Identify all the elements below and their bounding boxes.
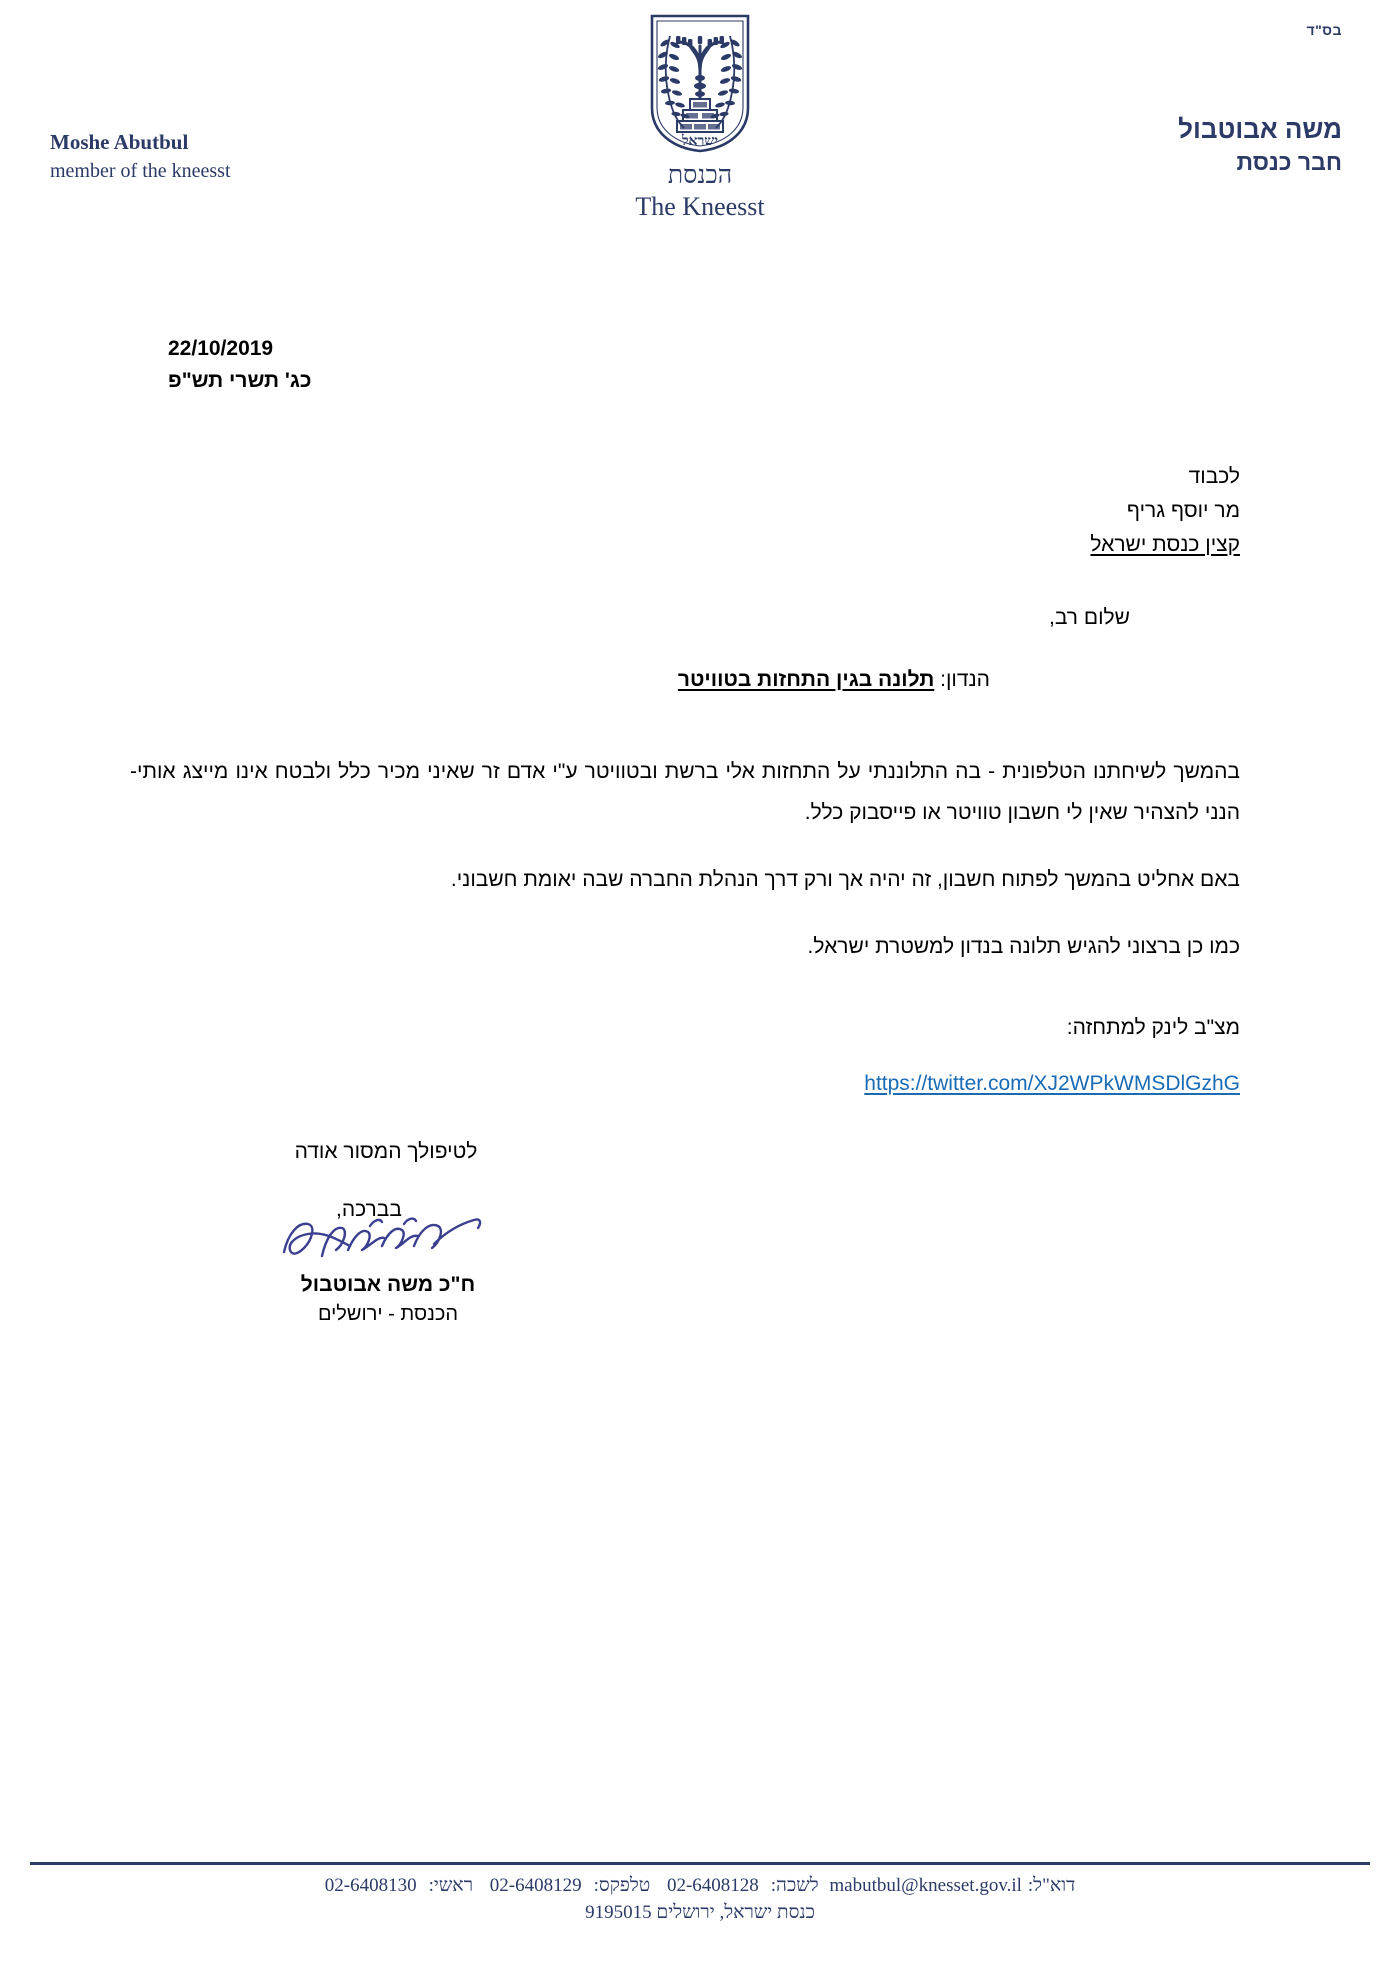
subject-label: הנדון: <box>940 668 990 692</box>
israel-state-emblem-icon <box>646 12 754 154</box>
letterhead-english-role: member of the kneesst <box>50 160 231 183</box>
addressee-honorific: לכבוד <box>1188 465 1240 488</box>
signature-name: ח"כ משה אבוטבול <box>300 1273 476 1296</box>
attachment-line: מצ"ב לינק למתחזה: <box>1066 1015 1240 1039</box>
handwritten-signature-icon <box>278 1210 488 1272</box>
footer-divider <box>30 1862 1370 1865</box>
footer-office-phone: 02-6408128 <box>666 1875 759 1896</box>
footer <box>0 1875 1400 1924</box>
footer-main-label: ראשי: <box>428 1875 474 1896</box>
addressee-title: קצין כנסת ישראל <box>1090 533 1240 557</box>
body-paragraph-3: כמו כן ברצוני להגיש תלונה בנדון למשטרת ישראל. <box>807 934 1240 958</box>
greeting-line: שלום רב, <box>1049 606 1130 630</box>
footer-email-label: דוא"ל: <box>1027 1875 1076 1896</box>
footer-email-value[interactable]: mabutbul@knesset.gov.il <box>829 1875 1022 1896</box>
thanks-line: לטיפולך המסור אודה <box>294 1140 478 1163</box>
addressee-name: מר יוסף גריף <box>1126 499 1240 523</box>
letterhead-hebrew-name: משה אבוטבול <box>1178 114 1342 144</box>
emblem-block <box>0 12 1400 222</box>
footer-fax-phone: 02-6408129 <box>489 1875 582 1896</box>
emblem-caption-hebrew: הכנסת <box>667 162 733 189</box>
letterhead-english-name: Moshe Abutbul <box>50 130 189 154</box>
date-gregorian: 22/10/2019 <box>168 337 274 360</box>
addressee-block <box>130 460 1240 562</box>
footer-contact-line <box>0 1875 1400 1897</box>
letterhead-hebrew-role: חבר כנסת <box>1236 149 1342 176</box>
footer-fax-label: טלפקס: <box>593 1875 651 1896</box>
letter-body <box>130 460 1240 1096</box>
subject-line <box>130 668 990 692</box>
regards-line: בברכה, <box>336 1198 402 1221</box>
bsd-marker: בס"ד <box>1306 22 1342 38</box>
body-paragraph-2: באם אחליט בהמשך לפתוח חשבון, זה יהיה אך ורק דרך הנהלת החברה שבה יאומת חשבוני. <box>450 867 1240 891</box>
svg-text:ישראל: ישראל <box>682 134 718 149</box>
link-line <box>130 1072 1240 1096</box>
signature-place: הכנסת - ירושלים <box>317 1303 459 1325</box>
footer-office-label: לשכה: <box>770 1875 819 1896</box>
footer-main-phone: 02-6408130 <box>324 1875 417 1896</box>
footer-address: כנסת ישראל, ירושלים 9195015 <box>585 1902 815 1923</box>
date-block <box>168 333 312 396</box>
body-paragraph-1: בהמשך לשיחתנו הטלפונית - בה התלוננתי על התחזות אלי ברשת ובטוויטר ע"י אדם זר שאיני מכיר כלל ולבטח אינו מייצג אותי- הנני להצהיר שאין לי חשבון טוויטר או פייסבוק כלל. <box>130 760 1240 824</box>
emblem-caption-english: The Kneesst <box>635 192 765 221</box>
subject-text: תלונה בגין התחזות בטוויטר <box>677 668 935 692</box>
twitter-impostor-link[interactable]: https://twitter.com/XJ2WPkWMSDlGzhG <box>864 1071 1240 1095</box>
date-hebrew: כג' תשרי תש"פ <box>168 368 312 392</box>
